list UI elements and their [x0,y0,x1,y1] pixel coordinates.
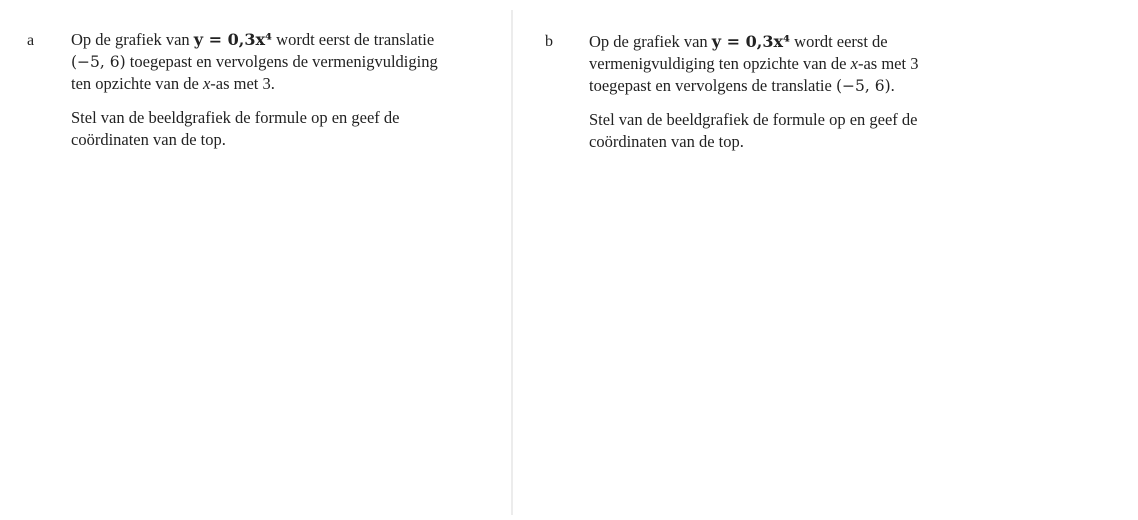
translation-vector: (−5, 6) [835,77,891,95]
question-a-paragraph-2 [71,107,501,151]
line: (−5, 6) toegepast en vervolgens de vermenigvuldiging [71,52,438,71]
formula: y = 0,3x⁴ [193,30,273,49]
formula: y = 0,3x⁴ [711,32,791,51]
line: Stel van de beeldgrafiek de formule op en geef de [589,110,918,129]
question-a-letter: a [27,32,35,49]
line: coördinaten van de top. [71,130,226,149]
question-b-text [589,31,989,153]
line: Op de grafiek van y = 0,3x⁴ wordt eerst de translatie [71,30,435,49]
line: Op de grafiek van y = 0,3x⁴ wordt eerst de [589,32,888,51]
question-a-paragraph-1 [71,29,501,95]
question-b-letter: b [545,33,553,50]
question-b-paragraph-1 [589,31,989,97]
question-a-text [71,29,501,151]
line: coördinaten van de top. [589,132,744,151]
column-divider [511,10,513,515]
line: toegepast en vervolgens de translatie (−5, 6). [589,76,895,95]
question-b-paragraph-2 [589,109,989,153]
line: vermenigvuldiging ten opzichte van de x-as met 3 [589,54,919,73]
line: Stel van de beeldgrafiek de formule op en geef de [71,108,400,127]
translation-vector: (−5, 6) [71,53,126,71]
line: ten opzichte van de x-as met 3. [71,74,275,93]
